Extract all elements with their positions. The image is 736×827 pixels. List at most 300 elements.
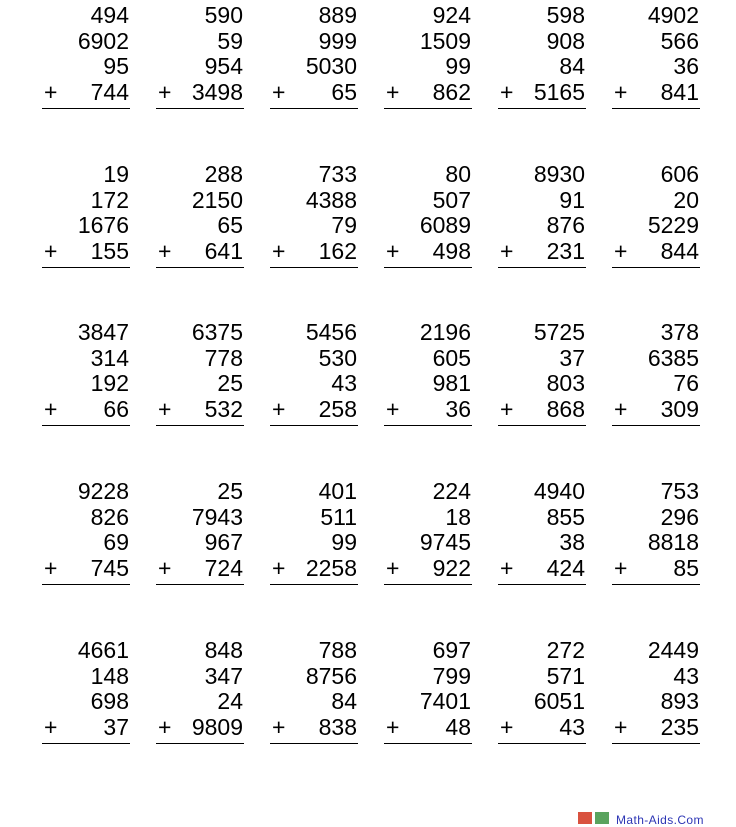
addend [42, 638, 132, 664]
addend [498, 479, 588, 505]
addend [42, 479, 132, 505]
addend-value: 235 [660, 714, 699, 741]
addition-problem [612, 479, 702, 585]
addend [384, 505, 474, 531]
addend-value: 272 [546, 637, 585, 663]
plus-sign: + [158, 714, 172, 741]
addend-value: 25 [217, 370, 243, 397]
addend [156, 3, 246, 29]
plus-sign: + [386, 238, 400, 265]
addend-value: 6385 [647, 344, 699, 371]
addition-problem [612, 638, 702, 744]
addition-problem [42, 638, 132, 744]
plus-sign: + [44, 555, 58, 582]
plus-sign: + [614, 714, 628, 741]
addend-value: 231 [546, 238, 585, 265]
addend [42, 346, 132, 372]
plus-sign: + [272, 714, 286, 741]
addend [612, 638, 702, 664]
addend [156, 638, 246, 664]
addend-value: 2150 [191, 186, 243, 213]
addition-problem [270, 320, 360, 426]
sum-line [156, 425, 244, 426]
sum-line [612, 425, 700, 426]
sum-line [384, 743, 472, 744]
addend [384, 54, 474, 80]
addend [612, 213, 702, 239]
addend-value: 4661 [77, 637, 129, 663]
addend [384, 320, 474, 346]
sum-line [156, 743, 244, 744]
addition-problem [612, 320, 702, 426]
sum-line [498, 267, 586, 268]
addend-value: 36 [673, 53, 699, 80]
plus-sign: + [386, 396, 400, 423]
addend-value: 155 [90, 238, 129, 265]
addend [612, 664, 702, 690]
addition-problem [156, 320, 246, 426]
addend-value: 66 [103, 396, 129, 423]
addend [270, 3, 360, 29]
addition-problem [384, 638, 474, 744]
addend-value: 347 [204, 662, 243, 689]
addend-value: 744 [90, 79, 129, 106]
addend-last [498, 397, 588, 423]
addend [498, 162, 588, 188]
addend-value: 598 [546, 2, 585, 28]
sum-line [384, 425, 472, 426]
addition-problem [612, 162, 702, 268]
addend-value: 172 [90, 186, 129, 213]
addend-value: 43 [673, 662, 699, 689]
addend [156, 29, 246, 55]
addend-last [270, 556, 360, 582]
plus-sign: + [44, 79, 58, 106]
addend-value: 9745 [419, 529, 471, 556]
addend-value: 848 [204, 637, 243, 663]
addend-value: 85 [673, 555, 699, 582]
sum-line [612, 743, 700, 744]
footer-logo [578, 812, 704, 827]
addend-value: 5456 [305, 319, 357, 345]
sum-line [156, 108, 244, 109]
addition-problem [156, 162, 246, 268]
addend-last [42, 239, 132, 265]
addend-value: 698 [90, 688, 129, 715]
addend-value: 65 [217, 212, 243, 239]
addition-problem [384, 479, 474, 585]
addend [498, 371, 588, 397]
addend-value: 99 [331, 529, 357, 556]
addend [42, 689, 132, 715]
addend-value: 893 [660, 688, 699, 715]
addend-value: 314 [90, 344, 129, 371]
sum-line [270, 743, 358, 744]
addend-value: 288 [204, 161, 243, 187]
addend-value: 258 [318, 396, 357, 423]
addend-value: 724 [204, 555, 243, 582]
addend-last [270, 239, 360, 265]
addend-value: 838 [318, 714, 357, 741]
plus-sign: + [386, 79, 400, 106]
addend-value: 91 [559, 186, 585, 213]
addend [384, 638, 474, 664]
addend [498, 638, 588, 664]
addend-value: 18 [445, 503, 471, 530]
addend [498, 54, 588, 80]
addend-value: 95 [103, 53, 129, 80]
addend-value: 697 [432, 637, 471, 663]
addend-value: 20 [673, 186, 699, 213]
addend [384, 29, 474, 55]
addend [384, 530, 474, 556]
addend-value: 745 [90, 555, 129, 582]
plus-sign: + [158, 79, 172, 106]
addend-value: 7401 [419, 688, 471, 715]
addend [270, 505, 360, 531]
addend-last [612, 397, 702, 423]
addend-value: 606 [660, 161, 699, 187]
addition-problem [384, 162, 474, 268]
addend-value: 889 [318, 2, 357, 28]
addend-value: 5030 [305, 53, 357, 80]
addition-problem [270, 3, 360, 109]
addend [42, 320, 132, 346]
addend [612, 3, 702, 29]
addend-value: 6089 [419, 212, 471, 239]
addition-problem [498, 320, 588, 426]
addend-last [270, 80, 360, 106]
plus-sign: + [614, 555, 628, 582]
addend-value: 38 [559, 529, 585, 556]
addend-value: 532 [204, 396, 243, 423]
addition-problem [270, 162, 360, 268]
plus-sign: + [158, 238, 172, 265]
addend-last [498, 80, 588, 106]
sum-line [384, 108, 472, 109]
plus-sign: + [158, 555, 172, 582]
addition-problem [498, 162, 588, 268]
addend-last [612, 556, 702, 582]
addend [498, 530, 588, 556]
addend-value: 3498 [191, 79, 243, 106]
addend-last [498, 715, 588, 741]
addend-value: 37 [103, 714, 129, 741]
addend [498, 689, 588, 715]
addend-value: 924 [432, 2, 471, 28]
plus-sign: + [500, 555, 514, 582]
addend [612, 505, 702, 531]
plus-sign: + [500, 238, 514, 265]
addend-value: 9228 [77, 478, 129, 504]
addend-value: 2196 [419, 319, 471, 345]
plus-sign: + [44, 396, 58, 423]
plus-sign: + [500, 396, 514, 423]
addend-last [42, 556, 132, 582]
addend-value: 48 [445, 714, 471, 741]
addend-value: 908 [546, 27, 585, 54]
addend [156, 530, 246, 556]
addend [42, 213, 132, 239]
addend [498, 188, 588, 214]
addend [612, 530, 702, 556]
addend-value: 876 [546, 212, 585, 239]
sum-line [498, 584, 586, 585]
addend [270, 346, 360, 372]
addend [498, 505, 588, 531]
addend [384, 479, 474, 505]
addend [612, 320, 702, 346]
plus-sign: + [386, 714, 400, 741]
addend [42, 162, 132, 188]
addend [156, 689, 246, 715]
addend-value: 841 [660, 79, 699, 106]
addend [498, 320, 588, 346]
addend-value: 8818 [647, 529, 699, 556]
addend [612, 689, 702, 715]
addend [42, 530, 132, 556]
addend [42, 54, 132, 80]
addend [612, 54, 702, 80]
sum-line [42, 425, 130, 426]
addend-value: 6051 [533, 688, 585, 715]
sum-line [42, 267, 130, 268]
sum-line [270, 108, 358, 109]
addend [384, 371, 474, 397]
addend-value: 309 [660, 396, 699, 423]
addition-problem [42, 479, 132, 585]
addend [612, 479, 702, 505]
addend [270, 29, 360, 55]
plus-sign: + [272, 79, 286, 106]
addend [42, 188, 132, 214]
addend-last [156, 715, 246, 741]
addition-problem [498, 479, 588, 585]
addend-value: 424 [546, 555, 585, 582]
addend-value: 79 [331, 212, 357, 239]
addition-problem [384, 3, 474, 109]
addend [270, 689, 360, 715]
addend-value: 826 [90, 503, 129, 530]
plus-sign: + [500, 714, 514, 741]
addition-problem [156, 479, 246, 585]
addend [270, 320, 360, 346]
sum-line [612, 584, 700, 585]
addend-value: 24 [217, 688, 243, 715]
addend [270, 213, 360, 239]
addition-problem [384, 320, 474, 426]
addend [612, 29, 702, 55]
addend-value: 43 [559, 714, 585, 741]
addend [612, 371, 702, 397]
addend-value: 148 [90, 662, 129, 689]
addend-value: 498 [432, 238, 471, 265]
addend-value: 778 [204, 344, 243, 371]
addend [156, 320, 246, 346]
addend-value: 4940 [533, 478, 585, 504]
addend [498, 213, 588, 239]
addend-value: 967 [204, 529, 243, 556]
addition-problem [42, 320, 132, 426]
addend [156, 505, 246, 531]
sum-line [270, 267, 358, 268]
addend-value: 733 [318, 161, 357, 187]
addend-value: 803 [546, 370, 585, 397]
addend [384, 346, 474, 372]
addend [498, 664, 588, 690]
addend-last [156, 397, 246, 423]
addend-value: 401 [318, 478, 357, 504]
addition-problem [42, 162, 132, 268]
addend-value: 981 [432, 370, 471, 397]
addend-value: 84 [331, 688, 357, 715]
addend [498, 3, 588, 29]
addend-value: 1509 [419, 27, 471, 54]
addend [156, 54, 246, 80]
addend-value: 378 [660, 319, 699, 345]
addend-last [612, 80, 702, 106]
addend-last [156, 239, 246, 265]
addition-problem [42, 3, 132, 109]
addend-last [42, 80, 132, 106]
addend-last [384, 715, 474, 741]
sum-line [498, 425, 586, 426]
sum-line [612, 267, 700, 268]
addend [270, 664, 360, 690]
plus-sign: + [614, 396, 628, 423]
addend [384, 689, 474, 715]
addend-value: 862 [432, 79, 471, 106]
addend [156, 162, 246, 188]
addend [384, 664, 474, 690]
addition-problem [498, 638, 588, 744]
addend-value: 5229 [647, 212, 699, 239]
addend-value: 59 [217, 27, 243, 54]
addend-value: 3847 [77, 319, 129, 345]
plus-sign: + [614, 79, 628, 106]
addend-value: 799 [432, 662, 471, 689]
addend-last [498, 556, 588, 582]
addend-last [612, 239, 702, 265]
addition-problem [270, 479, 360, 585]
addend-value: 296 [660, 503, 699, 530]
addend [612, 162, 702, 188]
addend [498, 346, 588, 372]
addend [156, 213, 246, 239]
plus-sign: + [272, 555, 286, 582]
addition-problem [498, 3, 588, 109]
addend-value: 954 [204, 53, 243, 80]
sum-line [384, 584, 472, 585]
addend-value: 4388 [305, 186, 357, 213]
logo-red-square-icon [578, 812, 592, 824]
plus-sign: + [386, 555, 400, 582]
addend [42, 371, 132, 397]
addend-value: 641 [204, 238, 243, 265]
addend-value: 868 [546, 396, 585, 423]
addend [612, 188, 702, 214]
plus-sign: + [272, 396, 286, 423]
addend-value: 6375 [191, 319, 243, 345]
addend-value: 855 [546, 503, 585, 530]
sum-line [384, 267, 472, 268]
plus-sign: + [44, 714, 58, 741]
addend-last [42, 397, 132, 423]
sum-line [270, 425, 358, 426]
addend-value: 6902 [77, 27, 129, 54]
addend-value: 530 [318, 344, 357, 371]
addend [384, 3, 474, 29]
addend [384, 162, 474, 188]
addition-problem [156, 3, 246, 109]
addend-value: 69 [103, 529, 129, 556]
addend-value: 922 [432, 555, 471, 582]
addend [156, 479, 246, 505]
sum-line [156, 584, 244, 585]
addition-problem [612, 3, 702, 109]
addend-value: 5165 [533, 79, 585, 106]
addend-last [156, 556, 246, 582]
addend-value: 788 [318, 637, 357, 663]
addend-value: 99 [445, 53, 471, 80]
sum-line [42, 743, 130, 744]
addend [270, 638, 360, 664]
addend-last [42, 715, 132, 741]
addend-value: 4902 [647, 2, 699, 28]
addend-value: 1676 [77, 212, 129, 239]
addend-last [270, 397, 360, 423]
addend [156, 371, 246, 397]
addend-value: 566 [660, 27, 699, 54]
addend [156, 346, 246, 372]
sum-line [498, 108, 586, 109]
addend-value: 76 [673, 370, 699, 397]
plus-sign: + [44, 238, 58, 265]
logo-green-square-icon [595, 812, 609, 824]
addend-value: 494 [90, 2, 129, 28]
addend-value: 8930 [533, 161, 585, 187]
addend-last [384, 397, 474, 423]
plus-sign: + [500, 79, 514, 106]
addend-value: 224 [432, 478, 471, 504]
addend [270, 530, 360, 556]
sum-line [612, 108, 700, 109]
addend-value: 192 [90, 370, 129, 397]
addition-problem [270, 638, 360, 744]
addend [42, 505, 132, 531]
addend-last [156, 80, 246, 106]
addend-value: 571 [546, 662, 585, 689]
sum-line [270, 584, 358, 585]
addend-last [612, 715, 702, 741]
addend [270, 371, 360, 397]
addition-problem [156, 638, 246, 744]
addend-value: 605 [432, 344, 471, 371]
plus-sign: + [614, 238, 628, 265]
addend-last [498, 239, 588, 265]
addend-value: 2258 [305, 555, 357, 582]
addend-value: 162 [318, 238, 357, 265]
addend-last [384, 239, 474, 265]
addend-value: 37 [559, 344, 585, 371]
addend-value: 43 [331, 370, 357, 397]
addend [42, 29, 132, 55]
addend-value: 36 [445, 396, 471, 423]
sum-line [42, 108, 130, 109]
addend [612, 346, 702, 372]
addend-value: 507 [432, 186, 471, 213]
addend-last [270, 715, 360, 741]
